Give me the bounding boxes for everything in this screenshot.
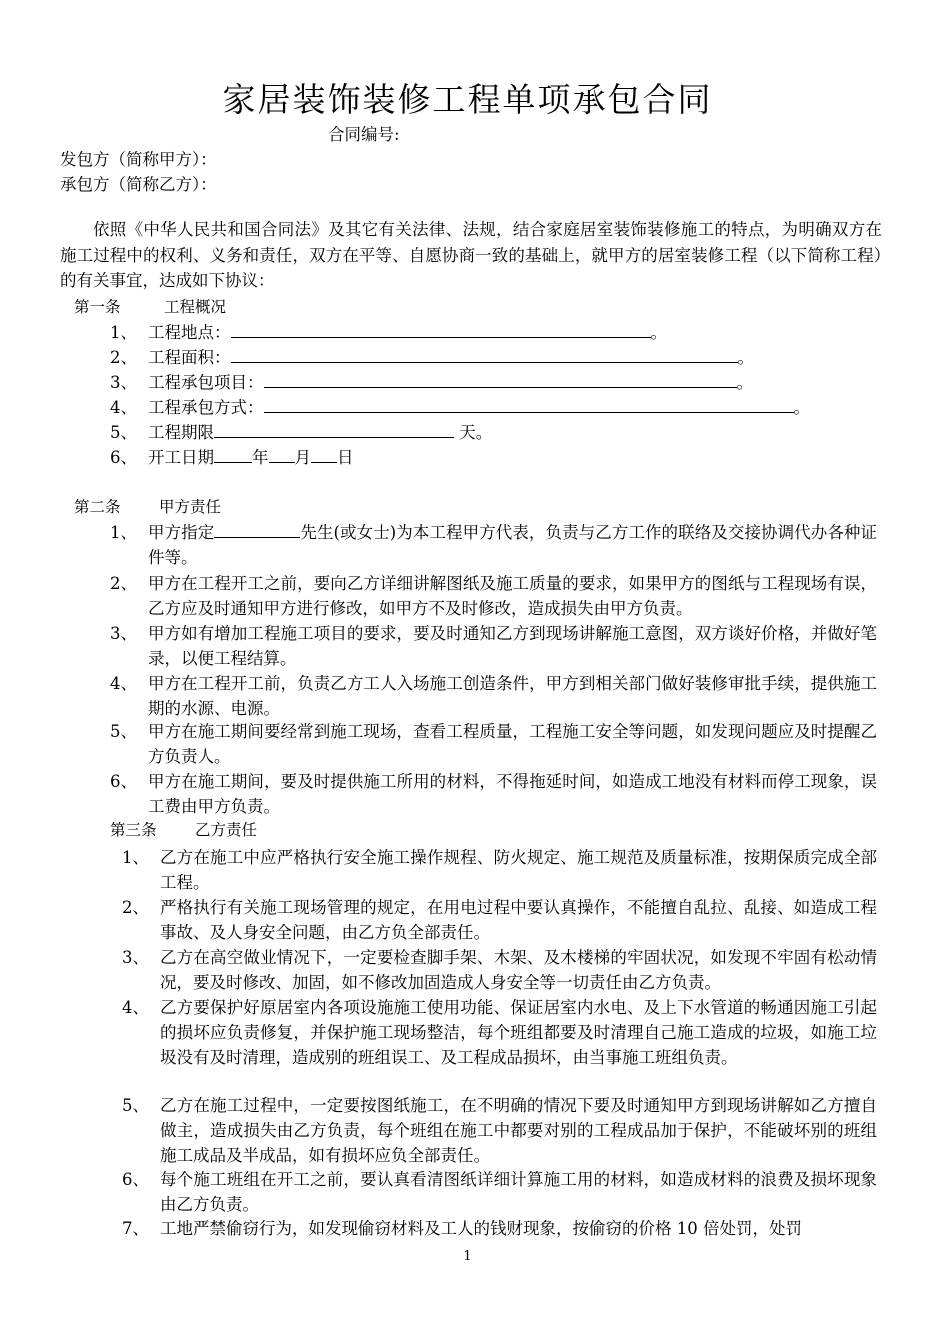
article1-heading — [74, 295, 226, 320]
article2-item — [110, 719, 877, 769]
item-number: 4、 — [122, 998, 149, 1017]
item-text: 乙方要保护好原居室内各项设施施工使用功能、保证居室内水电、及上下水管道的畅通因施工引起的损坏应负责修复，并保护施工现场整洁，每个班组都要及时清理自己施工造成的垃圾，如施工垃圾没有及时清理，造成别的班组误工、及工程成品损坏，由当事施工班组负责。 — [160, 998, 877, 1068]
item-label: 工程承包项目： — [148, 373, 264, 392]
item-end: 。 — [737, 348, 754, 367]
item-number: 3、 — [110, 624, 137, 643]
article1-item — [110, 445, 354, 470]
day-label: 日 — [337, 448, 354, 467]
party-b-label: 承包方（简称乙方）： — [60, 175, 217, 194]
item-text: 乙方在高空做业情况下，一定要检查脚手架、木架、及木楼梯的牢固状况，如发现不牢固有松动情况，要及时修改、加固，如不修改加固造成人身安全等一切责任由乙方负责。 — [160, 948, 877, 993]
fill-blank — [214, 520, 300, 538]
item-number: 5、 — [110, 722, 137, 741]
article1-item — [110, 395, 810, 420]
item-number: 2、 — [110, 574, 137, 593]
intro-paragraph: 依照《中华人民共和国合同法》及其它有关法律、法规，结合家庭居室装饰装修施工的特点，为明确双方在施工过程中的权利、义务和责任，双方在平等、自愿协商一致的基础上，就甲方的居室装修工程（以下简称工程）的有关事宜，达成如下协议： — [60, 220, 882, 290]
item-number: 5、 — [122, 1096, 149, 1115]
article1-item — [110, 320, 667, 345]
item-number: 6、 — [110, 772, 137, 791]
article1-title: 工程概况 — [164, 298, 227, 316]
fill-blank — [214, 420, 454, 438]
article3-heading — [110, 818, 257, 843]
year-label: 年 — [252, 448, 269, 467]
item-label: 工程期限 — [148, 423, 214, 442]
item-number: 2、 — [122, 898, 149, 917]
party-a-label: 发包方（简称甲方）： — [60, 150, 217, 169]
item-text: 工地严禁偷窃行为，如发现偷窃材料及工人的钱财现象，按偷窃的价格 10 倍处罚，处罚 — [160, 1219, 802, 1238]
item-text: 严格执行有关施工现场管理的规定，在用电过程中要认真操作，不能擅自乱拉、乱接、如造成工程事故、及人身安全问题，由乙方负全部责任。 — [160, 898, 877, 943]
article2-item — [110, 671, 877, 721]
article2-heading — [74, 495, 221, 520]
item-number: 6、 — [110, 448, 137, 467]
fill-blank — [231, 320, 651, 338]
item-text: 甲方如有增加工程施工项目的要求，要及时通知乙方到现场讲解施工意图，双方谈好价格，并做好笔录，以便工程结算。 — [148, 624, 877, 669]
article3-item — [122, 1093, 877, 1169]
fill-blank — [311, 445, 337, 463]
item-text: 甲方在施工期间要经常到施工现场，查看工程质量，工程施工安全等问题，如发现问题应及时提醒乙方负责人。 — [148, 722, 877, 767]
article2-number: 第二条 — [74, 498, 121, 516]
item-label: 开工日期 — [148, 448, 214, 467]
item-number: 4、 — [110, 674, 137, 693]
item-number: 5、 — [110, 423, 137, 442]
item-text: 乙方在施工中应严格执行安全施工操作规程、防火规定、施工规范及质量标准，按期保质完成全部工程。 — [160, 848, 877, 893]
item-number: 4、 — [110, 398, 137, 417]
article3-item — [122, 945, 877, 995]
article3-title: 乙方责任 — [195, 821, 258, 839]
document-title: 家居装饰装修工程单项承包合同 — [222, 80, 713, 119]
item-text: 乙方在施工过程中，一定要按图纸施工，在不明确的情况下要及时通知甲方到现场讲解如乙方擅自做主，造成损失由乙方负责，每个班组在施工中都要对别的工程成品加于保护，不能破坏别的班组施工成品及半成品，如有损坏应负全部责任。 — [160, 1096, 877, 1166]
article3-item — [122, 995, 877, 1071]
item-end: 。 — [793, 398, 810, 417]
item-number: 3、 — [122, 948, 149, 967]
article1-item — [110, 370, 753, 395]
article2-item — [110, 520, 877, 570]
fill-blank — [264, 370, 737, 388]
item-text: 甲方在工程开工之前，要向乙方详细讲解图纸及施工质量的要求，如果甲方的图纸与工程现场有误，乙方应及时通知甲方进行修改，如甲方不及时修改，造成损失由甲方负责。 — [148, 574, 877, 619]
fill-blank — [214, 445, 252, 463]
contract-number-label: 合同编号: — [328, 125, 400, 144]
item-text: 每个施工班组在开工之前，要认真看清图纸详细计算施工用的材料，如造成材料的浪费及损坏现象由乙方负责。 — [160, 1170, 877, 1215]
article2-item — [110, 571, 877, 621]
month-label: 月 — [294, 448, 311, 467]
item-end: 天。 — [454, 423, 493, 442]
item-end: 。 — [650, 323, 667, 342]
item-label: 工程地点： — [148, 323, 231, 342]
item-label: 工程面积： — [148, 348, 231, 367]
item-label: 工程承包方式： — [148, 398, 264, 417]
item-number: 3、 — [110, 373, 137, 392]
item-number: 2、 — [110, 348, 137, 367]
article3-number: 第三条 — [110, 821, 157, 839]
item-end: 。 — [736, 373, 753, 392]
item-text: 甲方在工程开工前，负责乙方工人入场施工创造条件，甲方到相关部门做好装修审批手续，提供施工期的水源、电源。 — [148, 674, 877, 719]
fill-blank — [264, 395, 794, 413]
article3-item — [122, 1216, 877, 1241]
item-number: 7、 — [122, 1219, 149, 1238]
item-number: 1、 — [122, 848, 149, 867]
fill-blank — [231, 345, 738, 363]
item-number: 6、 — [122, 1170, 149, 1189]
item-number: 1、 — [110, 523, 137, 542]
item-number: 1、 — [110, 323, 137, 342]
item-text: 甲方在施工期间，要及时提供施工所用的材料，不得拖延时间，如造成工地没有材料而停工现象，误工费由甲方负责。 — [148, 772, 877, 817]
item1-pre: 甲方指定 — [148, 523, 215, 542]
article1-item — [110, 420, 492, 445]
article2-title: 甲方责任 — [159, 498, 222, 516]
article3-item — [122, 1167, 877, 1217]
article1-number: 第一条 — [74, 298, 121, 316]
page-number: 1 — [463, 1249, 472, 1264]
article3-item — [122, 845, 877, 895]
article3-item — [122, 895, 877, 945]
article2-item — [110, 621, 877, 671]
article1-item — [110, 345, 754, 370]
item1-post: 先生(或女士)为本工程甲方代表，负责与乙方工作的联络及交接协调代办各种证件等。 — [148, 523, 877, 568]
fill-blank — [269, 445, 295, 463]
article2-item — [110, 769, 877, 819]
